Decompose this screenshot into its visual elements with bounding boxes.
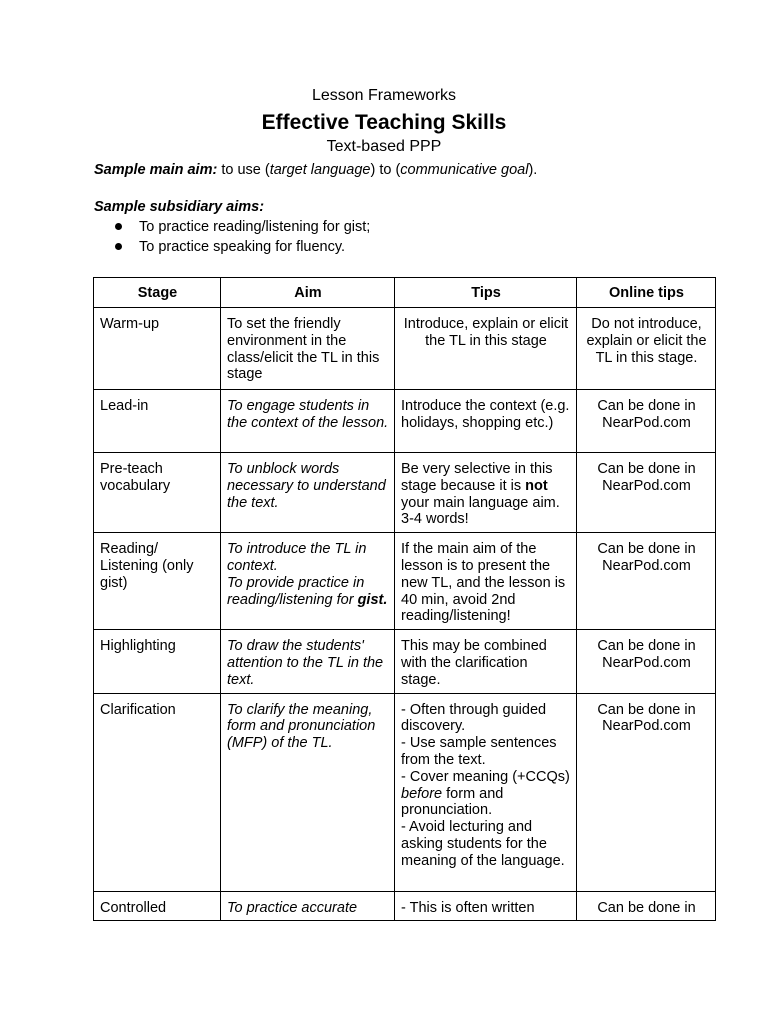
subsidiary-aims-heading: Sample subsidiary aims: [94, 199, 265, 215]
tips-line: - Often through guided discovery. [401, 701, 547, 735]
stage-cell: Lead-in [94, 390, 221, 453]
stage-cell: Clarification [94, 693, 221, 891]
online-tips-cell: Do not introduce, explain or elicit the TL in this stage. [577, 308, 716, 390]
aim-text-part: To provide practice in reading/listening for [227, 574, 365, 608]
online-tips-cell: Can be done in NearPod.com [577, 390, 716, 453]
aim-text: To introduce the TL in context. [227, 541, 367, 574]
stage-cell: Pre-teach vocabulary [94, 453, 221, 533]
stage-cell: Highlighting [94, 630, 221, 693]
aim-text [227, 575, 389, 609]
tips-cell [395, 693, 577, 891]
tips-emphasis: not [525, 477, 548, 494]
tips-cell: Introduce the context (e.g. holidays, shopping etc.) [395, 390, 577, 453]
aim-cell: To draw the students' attention to the TL in the text. [221, 630, 395, 693]
aim-emphasis: gist. [357, 591, 388, 608]
online-tips-cell: Can be done in NearPod.com [577, 453, 716, 533]
tips-text: Be very selective in this stage because it is [401, 461, 553, 494]
tips-line [401, 769, 571, 819]
list-item: To practice speaking for fluency. [94, 237, 370, 257]
aim-cell: To clarify the meaning, form and pronunciation (MFP) of the TL. [221, 693, 395, 891]
tips-text: form and pronunciation. [401, 785, 504, 819]
column-header-aim: Aim [221, 278, 395, 308]
tips-cell: Introduce, explain or elicit the TL in this stage [395, 308, 577, 390]
tips-text: your main language aim. 3-4 words! [401, 494, 560, 528]
stage-cell: Controlled [94, 891, 221, 921]
document-supertitle: Lesson Frameworks [311, 87, 457, 104]
main-aim-label: Sample main aim: [94, 162, 218, 178]
table-row [94, 533, 716, 630]
table-row [94, 453, 716, 533]
column-header-tips: Tips [395, 278, 577, 308]
document-title: Effective Teaching Skills [261, 111, 507, 134]
online-tips-cell: Can be done in [577, 891, 716, 921]
aim-cell: To practice accurate [221, 891, 395, 921]
main-aim-line [94, 161, 537, 179]
aim-cell: To set the friendly environment in the class/elicit the TL in this stage [221, 308, 395, 390]
aim-cell: To engage students in the context of the lesson. [221, 390, 395, 453]
tips-line: - Avoid lecturing and asking students for the meaning of the language. [401, 819, 565, 869]
aim-cell: To unblock words necessary to understand the text. [221, 453, 395, 533]
aim-cell [221, 533, 395, 630]
table-header-row [94, 278, 716, 308]
table-row [94, 390, 716, 453]
main-aim-text-1: to use ( [217, 162, 270, 178]
main-aim-text-3: ). [528, 162, 538, 178]
stage-cell: Warm-up [94, 308, 221, 390]
tips-emphasis: before [401, 785, 443, 802]
main-aim-target-language: target language [269, 162, 371, 178]
table-row [94, 891, 716, 921]
tips-cell: This may be combined with the clarification stage. [395, 630, 577, 693]
lesson-stages-table [93, 277, 716, 921]
column-header-stage: Stage [94, 278, 221, 308]
tips-cell: - This is often written [395, 891, 577, 921]
list-item: To practice reading/listening for gist; [94, 217, 370, 237]
online-tips-cell: Can be done in NearPod.com [577, 630, 716, 693]
stage-cell: Reading/ Listening (only gist) [94, 533, 221, 630]
tips-cell [395, 453, 577, 533]
main-aim-communicative-goal: communicative goal [400, 162, 529, 178]
document-subtitle: Text-based PPP [326, 138, 442, 155]
tips-line: - Use sample sentences from the text. [401, 735, 557, 768]
tips-text: - Cover meaning (+CCQs) [401, 768, 570, 785]
column-header-online-tips: Online tips [577, 278, 716, 308]
online-tips-cell: Can be done in NearPod.com [577, 693, 716, 891]
table-row [94, 308, 716, 390]
table-row [94, 630, 716, 693]
online-tips-cell: Can be done in NearPod.com [577, 533, 716, 630]
subsidiary-aims-list [94, 217, 370, 257]
main-aim-text-2: ) to ( [370, 162, 401, 178]
table-row [94, 693, 716, 891]
tips-cell: If the main aim of the lesson is to present the new TL, and the lesson is 40 min, avoid 2nd reading/listening! [395, 533, 577, 630]
